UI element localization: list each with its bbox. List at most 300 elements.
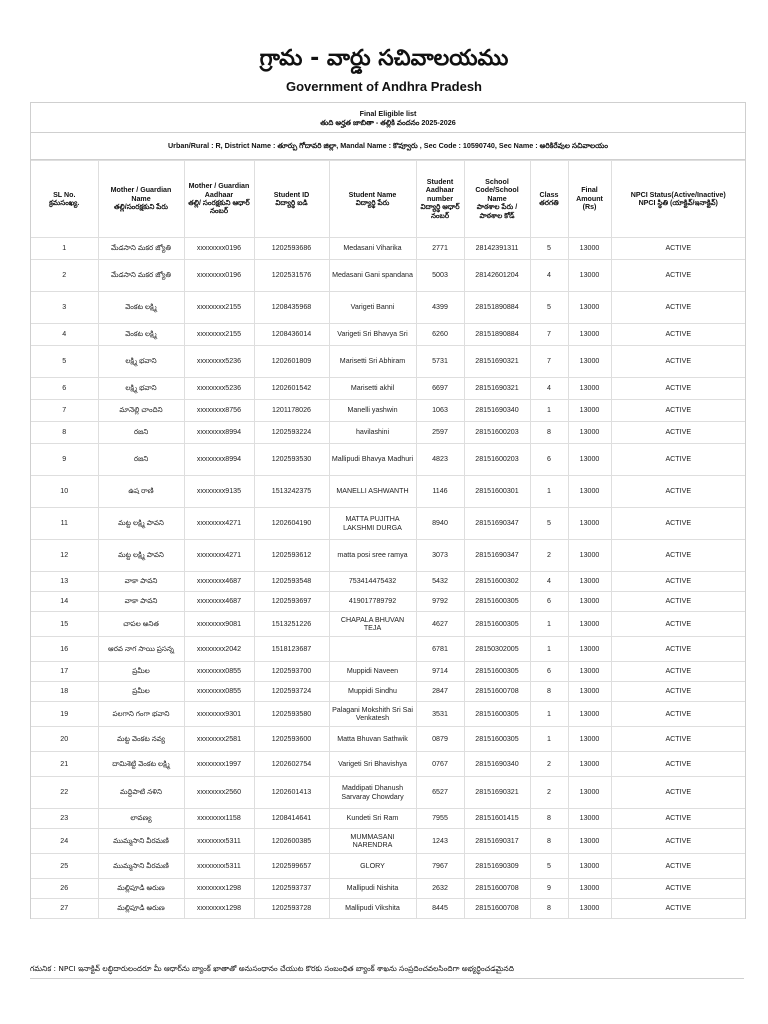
cell-cls: 2 xyxy=(530,777,568,809)
page-title-telugu: గ్రామ - వార్డు సచివాలయము xyxy=(259,46,509,71)
cell-amt: 13000 xyxy=(568,752,611,777)
column-header-sname: Student Name విద్యార్థి పేరు xyxy=(329,161,416,238)
cell-sl: 23 xyxy=(31,809,98,829)
cell-cls: 8 xyxy=(530,829,568,854)
cell-npci: ACTIVE xyxy=(611,854,745,879)
cell-mother: ముమ్మసాని వీరమణి xyxy=(98,854,184,879)
table-row xyxy=(31,829,745,854)
table-row xyxy=(31,702,745,727)
cell-amt: 13000 xyxy=(568,238,611,260)
cell-sname: MATTA PUJITHA LAKSHMI DURGA xyxy=(329,508,416,540)
cell-school: 28151600708 xyxy=(464,899,530,919)
cell-npci: ACTIVE xyxy=(611,540,745,572)
column-header-amt: Final Amount (Rs) xyxy=(568,161,611,238)
cell-sl: 19 xyxy=(31,702,98,727)
cell-sl: 9 xyxy=(31,444,98,476)
cell-amt: 13000 xyxy=(568,572,611,592)
cell-sname: Medasani Viharika xyxy=(329,238,416,260)
cell-sl: 26 xyxy=(31,879,98,899)
footer-note: గమనిక : NPCI ఇనాక్టివ్ లబ్ధిదారులందరూ మీ ఆధార్‌ను బ్యాంక్ ఖాతాతో అనుసంధానం చేయుట కొరకు సంబంధిత బ్యాంక్ శాఖను సంప్రదించవలసిందిగా అభ్యర్థించడమైనది xyxy=(30,964,744,979)
cell-aadhaar: xxxxxxxx4271 xyxy=(184,540,254,572)
cell-mother: వెంకట లక్ష్మి xyxy=(98,292,184,324)
cell-aadhaar: xxxxxxxx2581 xyxy=(184,727,254,752)
cell-school: 28151600305 xyxy=(464,727,530,752)
cell-school: 28151690340 xyxy=(464,400,530,422)
cell-sid: 1202593686 xyxy=(254,238,329,260)
cell-mother: ఆరవ నాగ సాయి ప్రసన్న xyxy=(98,637,184,662)
column-header-aadhaar: Mother / Guardian Aadhaar తల్లి/ సంరక్షకుని ఆధార్ నంబర్ xyxy=(184,161,254,238)
cell-sid: 1202593530 xyxy=(254,444,329,476)
cell-mother: మట్ట లక్ష్మి పావని xyxy=(98,508,184,540)
cell-sid: 1202593600 xyxy=(254,727,329,752)
cell-aadhaar: xxxxxxxx4271 xyxy=(184,508,254,540)
cell-sl: 24 xyxy=(31,829,98,854)
cell-amt: 13000 xyxy=(568,879,611,899)
cell-npci: ACTIVE xyxy=(611,702,745,727)
cell-cls: 1 xyxy=(530,400,568,422)
cell-school: 28151601415 xyxy=(464,809,530,829)
cell-amt: 13000 xyxy=(568,592,611,612)
cell-amt: 13000 xyxy=(568,260,611,292)
cell-saadhaar: 6697 xyxy=(416,378,464,400)
cell-amt: 13000 xyxy=(568,662,611,682)
cell-saadhaar: 6527 xyxy=(416,777,464,809)
cell-amt: 13000 xyxy=(568,899,611,919)
cell-aadhaar: xxxxxxxx1298 xyxy=(184,899,254,919)
cell-sl: 1 xyxy=(31,238,98,260)
cell-npci: ACTIVE xyxy=(611,612,745,637)
cell-saadhaar: 2597 xyxy=(416,422,464,444)
cell-amt: 13000 xyxy=(568,444,611,476)
cell-sl: 25 xyxy=(31,854,98,879)
cell-mother: మట్ట వెంకట నవ్య xyxy=(98,727,184,752)
list-meta: Urban/Rural : R, District Name : తూర్పు గోదావరి జిల్లా, Mandal Name : కొవ్వూరు , Sec Code : 10590740, Sec Name : అరికిరేవుల సచివాలయం xyxy=(31,133,745,160)
cell-sid: 1202593580 xyxy=(254,702,329,727)
cell-school: 28150302005 xyxy=(464,637,530,662)
cell-sl: 14 xyxy=(31,592,98,612)
cell-sl: 21 xyxy=(31,752,98,777)
cell-sname: Muppidi Naveen xyxy=(329,662,416,682)
cell-saadhaar: 4399 xyxy=(416,292,464,324)
eligible-list-table xyxy=(31,160,745,919)
cell-school: 28151600305 xyxy=(464,702,530,727)
cell-saadhaar: 5731 xyxy=(416,346,464,378)
cell-cls: 5 xyxy=(530,238,568,260)
table-row xyxy=(31,854,745,879)
cell-sid: 1202531576 xyxy=(254,260,329,292)
cell-sid: 1202593224 xyxy=(254,422,329,444)
cell-mother: ప్రమీల xyxy=(98,682,184,702)
cell-amt: 13000 xyxy=(568,508,611,540)
cell-aadhaar: xxxxxxxx2155 xyxy=(184,324,254,346)
cell-aadhaar: xxxxxxxx4687 xyxy=(184,572,254,592)
cell-sid: 1208435968 xyxy=(254,292,329,324)
cell-school: 28151600203 xyxy=(464,444,530,476)
cell-mother: లక్ష్మి భవాని xyxy=(98,378,184,400)
column-header-saadhaar: Student Aadhaar number విద్యార్థి ఆధార్ నంబర్ xyxy=(416,161,464,238)
table-row xyxy=(31,682,745,702)
cell-aadhaar: xxxxxxxx2155 xyxy=(184,292,254,324)
cell-sid: 1202601809 xyxy=(254,346,329,378)
cell-amt: 13000 xyxy=(568,400,611,422)
cell-sname: Mallipudi Bhavya Madhuri xyxy=(329,444,416,476)
table-row xyxy=(31,292,745,324)
cell-sid: 1202600385 xyxy=(254,829,329,854)
cell-aadhaar: xxxxxxxx5311 xyxy=(184,854,254,879)
table-body xyxy=(31,238,745,919)
cell-sname xyxy=(329,637,416,662)
cell-amt: 13000 xyxy=(568,540,611,572)
eligible-list-sheet xyxy=(30,102,746,919)
cell-amt: 13000 xyxy=(568,324,611,346)
table-row xyxy=(31,508,745,540)
cell-cls: 1 xyxy=(530,612,568,637)
cell-amt: 13000 xyxy=(568,777,611,809)
cell-sl: 17 xyxy=(31,662,98,682)
list-subtitle: తుది అర్హత జాబితా - తల్లికి వందనం 2025-2026 xyxy=(320,118,456,127)
cell-school: 28151600305 xyxy=(464,662,530,682)
cell-sid: 1202593697 xyxy=(254,592,329,612)
cell-sid: 1202593700 xyxy=(254,662,329,682)
cell-amt: 13000 xyxy=(568,727,611,752)
cell-aadhaar: xxxxxxxx2042 xyxy=(184,637,254,662)
cell-npci: ACTIVE xyxy=(611,752,745,777)
cell-school: 28142391311 xyxy=(464,238,530,260)
cell-saadhaar: 6781 xyxy=(416,637,464,662)
cell-saadhaar: 2771 xyxy=(416,238,464,260)
cell-aadhaar: xxxxxxxx8756 xyxy=(184,400,254,422)
cell-aadhaar: xxxxxxxx5236 xyxy=(184,346,254,378)
cell-cls: 6 xyxy=(530,662,568,682)
cell-mother: మేడసాని మకర జ్యోతి xyxy=(98,238,184,260)
table-row xyxy=(31,612,745,637)
cell-school: 28151890884 xyxy=(464,292,530,324)
cell-sl: 7 xyxy=(31,400,98,422)
cell-sname: havilashini xyxy=(329,422,416,444)
cell-sl: 16 xyxy=(31,637,98,662)
cell-npci: ACTIVE xyxy=(611,422,745,444)
cell-amt: 13000 xyxy=(568,854,611,879)
cell-cls: 4 xyxy=(530,260,568,292)
cell-school: 28151600708 xyxy=(464,879,530,899)
cell-npci: ACTIVE xyxy=(611,238,745,260)
cell-saadhaar: 2847 xyxy=(416,682,464,702)
cell-aadhaar: xxxxxxxx0196 xyxy=(184,238,254,260)
cell-aadhaar: xxxxxxxx8994 xyxy=(184,422,254,444)
cell-cls: 5 xyxy=(530,292,568,324)
column-header-school: School Code/School Name పాఠశాల పేరు / పాఠశాల కోడ్ xyxy=(464,161,530,238)
column-header-mother: Mother / Guardian Name తల్లి/సంరక్షకుని పేరు xyxy=(98,161,184,238)
cell-mother: లక్ష్మి భవాని xyxy=(98,346,184,378)
cell-sname: Mallipudi Nishita xyxy=(329,879,416,899)
cell-saadhaar: 3531 xyxy=(416,702,464,727)
cell-school: 28151690317 xyxy=(464,829,530,854)
cell-sid: 1202602754 xyxy=(254,752,329,777)
table-row xyxy=(31,727,745,752)
table-row xyxy=(31,346,745,378)
cell-mother: మల్లిపూడి అరుణ xyxy=(98,879,184,899)
cell-school: 28151600302 xyxy=(464,572,530,592)
column-header-npci: NPCI Status(Active/Inactive) NPCI స్థితి (యాక్టివ్/ఇనాక్టివ్) xyxy=(611,161,745,238)
cell-npci: ACTIVE xyxy=(611,809,745,829)
table-row xyxy=(31,777,745,809)
cell-amt: 13000 xyxy=(568,682,611,702)
cell-school: 28151600301 xyxy=(464,476,530,508)
cell-cls: 2 xyxy=(530,540,568,572)
cell-sname: Palagani Mokshith Sri Sai Venkatesh xyxy=(329,702,416,727)
cell-cls: 8 xyxy=(530,682,568,702)
cell-sname: Varigeti Sri Bhavya Sri xyxy=(329,324,416,346)
cell-amt: 13000 xyxy=(568,422,611,444)
cell-sname: GLORY xyxy=(329,854,416,879)
cell-saadhaar: 6260 xyxy=(416,324,464,346)
cell-sl: 27 xyxy=(31,899,98,919)
table-row xyxy=(31,260,745,292)
cell-aadhaar: xxxxxxxx4687 xyxy=(184,592,254,612)
cell-sname: matta posi sree ramya xyxy=(329,540,416,572)
cell-saadhaar: 9792 xyxy=(416,592,464,612)
table-row xyxy=(31,899,745,919)
cell-sid: 1518123687 xyxy=(254,637,329,662)
cell-amt: 13000 xyxy=(568,476,611,508)
cell-npci: ACTIVE xyxy=(611,260,745,292)
cell-mother: రజని xyxy=(98,422,184,444)
table-row xyxy=(31,592,745,612)
cell-mother: దామిశెట్టి వెంకట లక్ష్మి xyxy=(98,752,184,777)
cell-saadhaar: 1146 xyxy=(416,476,464,508)
cell-npci: ACTIVE xyxy=(611,378,745,400)
cell-sname: Medasani Gani spandana xyxy=(329,260,416,292)
cell-mother: ఉష రాణి xyxy=(98,476,184,508)
cell-npci: ACTIVE xyxy=(611,324,745,346)
cell-aadhaar: xxxxxxxx0855 xyxy=(184,662,254,682)
cell-saadhaar: 1063 xyxy=(416,400,464,422)
cell-mother: మేడసాని మకర జ్యోతి xyxy=(98,260,184,292)
cell-school: 28151600708 xyxy=(464,682,530,702)
cell-sl: 6 xyxy=(31,378,98,400)
cell-mother: మట్ట లక్ష్మి పావని xyxy=(98,540,184,572)
cell-npci: ACTIVE xyxy=(611,292,745,324)
cell-sname: Varigeti Banni xyxy=(329,292,416,324)
cell-sid: 1202593724 xyxy=(254,682,329,702)
cell-npci: ACTIVE xyxy=(611,508,745,540)
cell-saadhaar: 4823 xyxy=(416,444,464,476)
cell-sid: 1202601542 xyxy=(254,378,329,400)
cell-sid: 1202604190 xyxy=(254,508,329,540)
table-row xyxy=(31,324,745,346)
cell-sid: 1202599657 xyxy=(254,854,329,879)
cell-npci: ACTIVE xyxy=(611,592,745,612)
table-row xyxy=(31,400,745,422)
cell-aadhaar: xxxxxxxx2560 xyxy=(184,777,254,809)
cell-school: 28151690340 xyxy=(464,752,530,777)
cell-school: 28151600305 xyxy=(464,592,530,612)
cell-saadhaar: 0767 xyxy=(416,752,464,777)
cell-sl: 22 xyxy=(31,777,98,809)
cell-npci: ACTIVE xyxy=(611,400,745,422)
cell-sl: 11 xyxy=(31,508,98,540)
cell-cls: 6 xyxy=(530,444,568,476)
table-row xyxy=(31,752,745,777)
cell-school: 28142601204 xyxy=(464,260,530,292)
cell-mother: ప్రమీల xyxy=(98,662,184,682)
cell-saadhaar: 2632 xyxy=(416,879,464,899)
cell-sid: 1202601413 xyxy=(254,777,329,809)
cell-aadhaar: xxxxxxxx8994 xyxy=(184,444,254,476)
cell-sid: 1202593737 xyxy=(254,879,329,899)
cell-aadhaar: xxxxxxxx0855 xyxy=(184,682,254,702)
cell-sl: 2 xyxy=(31,260,98,292)
cell-aadhaar: xxxxxxxx9135 xyxy=(184,476,254,508)
cell-saadhaar: 8940 xyxy=(416,508,464,540)
cell-cls: 1 xyxy=(530,637,568,662)
column-header-sl: SL No. క్రమసంఖ్య. xyxy=(31,161,98,238)
cell-mother: వాకా పావని xyxy=(98,572,184,592)
cell-sname: CHAPALA BHUVAN TEJA xyxy=(329,612,416,637)
cell-npci: ACTIVE xyxy=(611,662,745,682)
cell-cls: 5 xyxy=(530,854,568,879)
cell-amt: 13000 xyxy=(568,292,611,324)
cell-school: 28151600305 xyxy=(464,612,530,637)
list-title-band xyxy=(31,103,745,133)
cell-npci: ACTIVE xyxy=(611,829,745,854)
cell-aadhaar: xxxxxxxx9301 xyxy=(184,702,254,727)
cell-sname: Manelli yashwin xyxy=(329,400,416,422)
cell-saadhaar: 8445 xyxy=(416,899,464,919)
list-title: Final Eligible list xyxy=(359,109,417,118)
cell-cls: 7 xyxy=(530,324,568,346)
cell-amt: 13000 xyxy=(568,829,611,854)
cell-school: 28151690321 xyxy=(464,346,530,378)
cell-aadhaar: xxxxxxxx9081 xyxy=(184,612,254,637)
table-row xyxy=(31,476,745,508)
table-row xyxy=(31,572,745,592)
cell-saadhaar: 3073 xyxy=(416,540,464,572)
cell-sid: 1201178026 xyxy=(254,400,329,422)
table-row xyxy=(31,422,745,444)
column-header-cls: Class తరగతి xyxy=(530,161,568,238)
cell-sid: 1202593612 xyxy=(254,540,329,572)
cell-amt: 13000 xyxy=(568,702,611,727)
table-row xyxy=(31,809,745,829)
cell-sl: 18 xyxy=(31,682,98,702)
cell-cls: 8 xyxy=(530,809,568,829)
cell-sname: Mallipudi Vikshita xyxy=(329,899,416,919)
cell-sname: MANELLI ASHWANTH xyxy=(329,476,416,508)
cell-sname: Kundeti Sri Ram xyxy=(329,809,416,829)
cell-saadhaar: 7955 xyxy=(416,809,464,829)
cell-aadhaar: xxxxxxxx5236 xyxy=(184,378,254,400)
cell-sl: 4 xyxy=(31,324,98,346)
cell-sname: Marisetti akhil xyxy=(329,378,416,400)
cell-saadhaar: 0879 xyxy=(416,727,464,752)
cell-cls: 1 xyxy=(530,702,568,727)
cell-sl: 5 xyxy=(31,346,98,378)
cell-sid: 1513242375 xyxy=(254,476,329,508)
cell-school: 28151690347 xyxy=(464,508,530,540)
cell-aadhaar: xxxxxxxx5311 xyxy=(184,829,254,854)
cell-cls: 5 xyxy=(530,508,568,540)
cell-sname: 753414475432 xyxy=(329,572,416,592)
cell-school: 28151690321 xyxy=(464,378,530,400)
cell-npci: ACTIVE xyxy=(611,572,745,592)
cell-amt: 13000 xyxy=(568,809,611,829)
cell-cls: 6 xyxy=(530,592,568,612)
cell-amt: 13000 xyxy=(568,612,611,637)
cell-sl: 8 xyxy=(31,422,98,444)
cell-npci: ACTIVE xyxy=(611,879,745,899)
table-row xyxy=(31,879,745,899)
cell-sl: 3 xyxy=(31,292,98,324)
cell-sname: Muppidi Sindhu xyxy=(329,682,416,702)
cell-npci: ACTIVE xyxy=(611,777,745,809)
cell-sname: Matta Bhuvan Sathwik xyxy=(329,727,416,752)
cell-mother: పలగాని గంగా భవాని xyxy=(98,702,184,727)
cell-cls: 2 xyxy=(530,752,568,777)
cell-sl: 20 xyxy=(31,727,98,752)
cell-saadhaar: 4627 xyxy=(416,612,464,637)
cell-npci: ACTIVE xyxy=(611,444,745,476)
cell-npci: ACTIVE xyxy=(611,637,745,662)
column-header-sid: Student ID విద్యార్థి ఐడి xyxy=(254,161,329,238)
table-row xyxy=(31,662,745,682)
cell-mother: లావణ్య xyxy=(98,809,184,829)
cell-sl: 12 xyxy=(31,540,98,572)
cell-sname: Marisetti Sri Abhiram xyxy=(329,346,416,378)
cell-school: 28151690347 xyxy=(464,540,530,572)
cell-saadhaar: 5003 xyxy=(416,260,464,292)
table-row xyxy=(31,378,745,400)
table-row xyxy=(31,238,745,260)
cell-saadhaar: 9714 xyxy=(416,662,464,682)
cell-cls: 8 xyxy=(530,899,568,919)
cell-mother: చాపల అనిత xyxy=(98,612,184,637)
page-title-english: Government of Andhra Pradesh xyxy=(286,79,482,94)
cell-cls: 1 xyxy=(530,727,568,752)
cell-amt: 13000 xyxy=(568,346,611,378)
cell-mother: మద్దిపాటి నళిని xyxy=(98,777,184,809)
cell-aadhaar: xxxxxxxx1298 xyxy=(184,879,254,899)
table-row xyxy=(31,540,745,572)
cell-amt: 13000 xyxy=(568,378,611,400)
cell-aadhaar: xxxxxxxx1158 xyxy=(184,809,254,829)
cell-sl: 13 xyxy=(31,572,98,592)
cell-aadhaar: xxxxxxxx0196 xyxy=(184,260,254,292)
cell-cls: 1 xyxy=(530,476,568,508)
cell-mother: మానెల్లి చాందిని xyxy=(98,400,184,422)
cell-sl: 15 xyxy=(31,612,98,637)
cell-mother: మల్లిపూడి అరుణ xyxy=(98,899,184,919)
cell-saadhaar: 1243 xyxy=(416,829,464,854)
cell-cls: 7 xyxy=(530,346,568,378)
cell-sl: 10 xyxy=(31,476,98,508)
cell-npci: ACTIVE xyxy=(611,682,745,702)
cell-sname: Maddipati Dhanush Sarvaray Chowdary xyxy=(329,777,416,809)
cell-amt: 13000 xyxy=(568,637,611,662)
cell-aadhaar: xxxxxxxx1997 xyxy=(184,752,254,777)
cell-npci: ACTIVE xyxy=(611,476,745,508)
cell-sid: 1202593548 xyxy=(254,572,329,592)
cell-cls: 8 xyxy=(530,422,568,444)
cell-school: 28151690309 xyxy=(464,854,530,879)
cell-cls: 4 xyxy=(530,572,568,592)
cell-npci: ACTIVE xyxy=(611,346,745,378)
cell-school: 28151690321 xyxy=(464,777,530,809)
cell-mother: వెంకట లక్ష్మి xyxy=(98,324,184,346)
cell-npci: ACTIVE xyxy=(611,899,745,919)
cell-saadhaar: 7967 xyxy=(416,854,464,879)
cell-mother: రజని xyxy=(98,444,184,476)
